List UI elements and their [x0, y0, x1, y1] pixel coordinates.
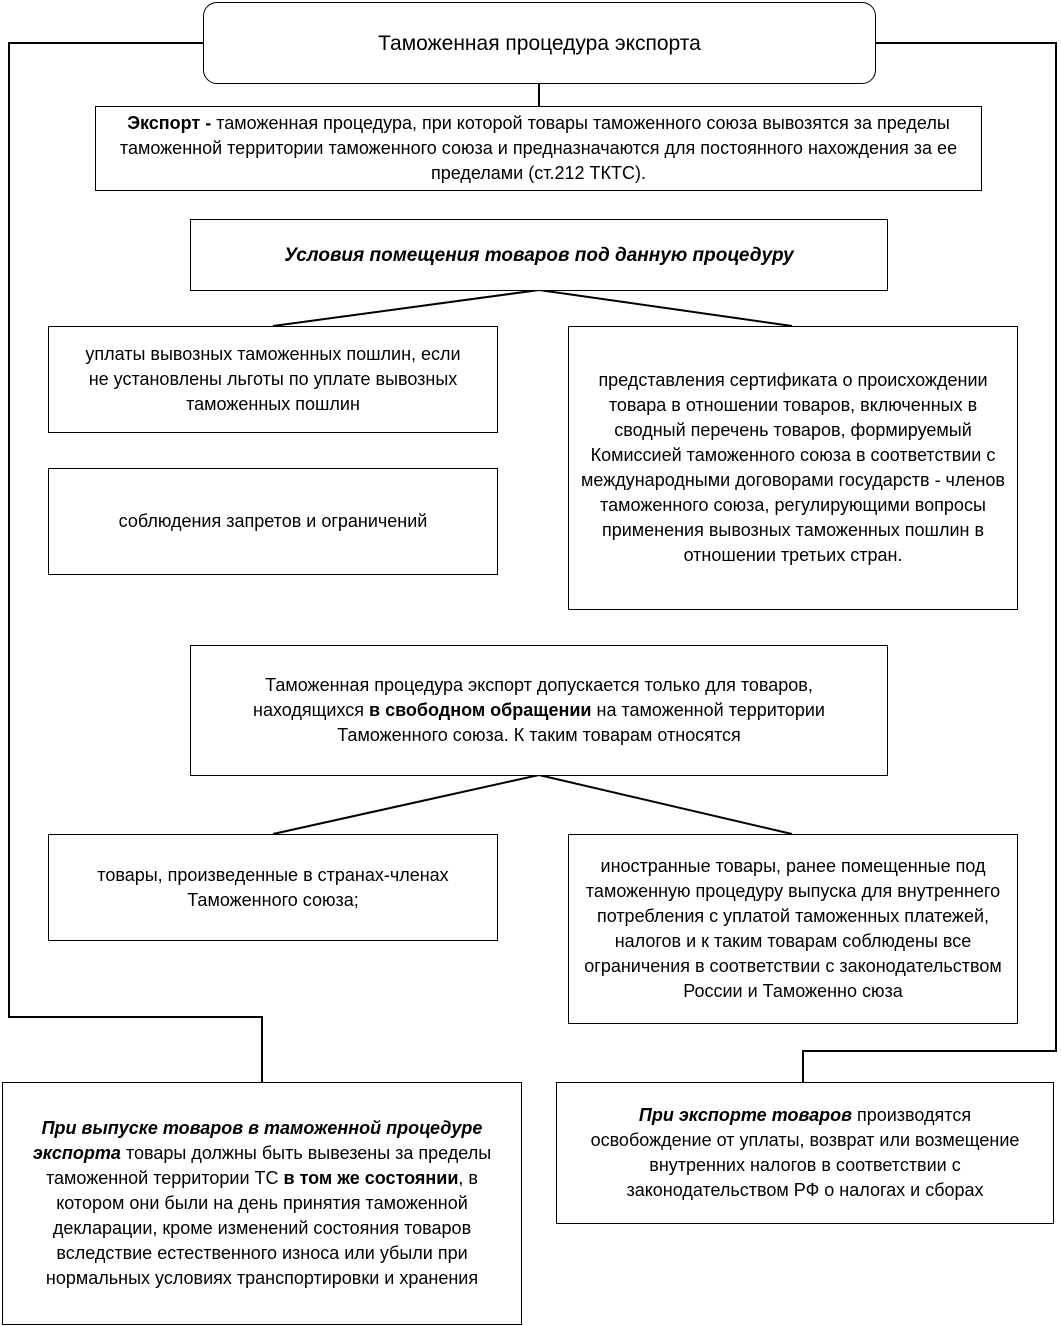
foreign-goods-box: [568, 834, 1018, 1024]
domestic-goods-text: товары, произведенные в странах-членах Таможенного союза;: [97, 864, 449, 910]
definition-box: [95, 106, 982, 191]
connector-conditions-right: [539, 290, 792, 326]
free-circulation-text-after: на таможенной территории Таможенного союза. К таким товарам относятся: [337, 700, 825, 745]
definition-body: таможенная процедура, при которой товары таможенного союза вывозятся за пределы таможенной территории таможенного союза и предназначаются для постоянного нахождения за ее пределами (ст.212 ТКТС).: [119, 113, 958, 183]
condition-certificate-box: [568, 326, 1018, 610]
free-circulation-box: [190, 645, 888, 776]
release-emphasis: в том же состоянии: [283, 1168, 459, 1188]
definition-term: Экспорт -: [127, 113, 212, 133]
export-taxes-body: производятся освобождение от уплаты, возврат или возмещение внутренних налогов в соответствии с законодательством РФ о налогах и сборах: [590, 1105, 1020, 1200]
release-text: [15, 1116, 509, 1291]
release-lead: При выпуске товаров в таможенной процедуре экспорта: [32, 1118, 483, 1163]
connector-circulation-left: [273, 775, 539, 834]
release-text-2: , в котором они были на день принятия таможенной декларации, кроме изменений состояния товаров вследствие естественного износа или убыли при нормальных условиях транспортировки и хранения: [45, 1168, 479, 1288]
condition-prohibitions-box: [48, 468, 498, 575]
foreign-goods-text: иностранные товары, ранее помещенные под таможенную процедуру выпуска для внутреннего потребления с уплатой таможенных платежей, налогов и к таким товарам соблюдены все ограничения в соответствии с законодательством России и Таможенно сюза: [584, 856, 1002, 1001]
diagram-title: Таможенная процедура экспорта: [378, 31, 701, 55]
definition-text: [114, 111, 963, 186]
export-taxes-lead: При экспорте товаров: [638, 1105, 852, 1125]
condition-duties-text: уплаты вывозных таможенных пошлин, если не установлены льготы по уплате вывозных таможенных пошлин: [85, 344, 461, 414]
release-box: [2, 1082, 522, 1325]
condition-duties-box: [48, 326, 498, 433]
condition-certificate-text: представления сертификата о происхождении товара в отношении товаров, включенных в сводный перечень товаров, формируемый Комиссией таможенного союза в соответствии с международными договорами государств - членов таможенного союза, регулирующими вопросы применения вывозных таможенных пошлин в отношении третьих стран.: [581, 370, 1005, 565]
domestic-goods-box: [48, 834, 498, 941]
diagram-title-box: [203, 2, 876, 84]
conditions-heading: Условия помещения товаров под данную процедуру: [284, 244, 794, 266]
export-taxes-box: [556, 1082, 1054, 1224]
connector-conditions-left: [273, 290, 539, 326]
free-circulation-text: [213, 673, 865, 748]
conditions-heading-box: [190, 219, 888, 291]
free-circulation-emphasis: в свободном обращении: [369, 700, 592, 720]
condition-prohibitions-text: соблюдения запретов и ограничений: [118, 511, 428, 531]
export-taxes-text: [581, 1103, 1029, 1203]
connector-circulation-right: [539, 775, 792, 834]
release-text-1: товары должны быть вывезены за пределы таможенной территории ТС: [45, 1143, 492, 1188]
free-circulation-text-before: Таможенная процедура экспорт допускается только для товаров, находящихся: [253, 675, 813, 720]
